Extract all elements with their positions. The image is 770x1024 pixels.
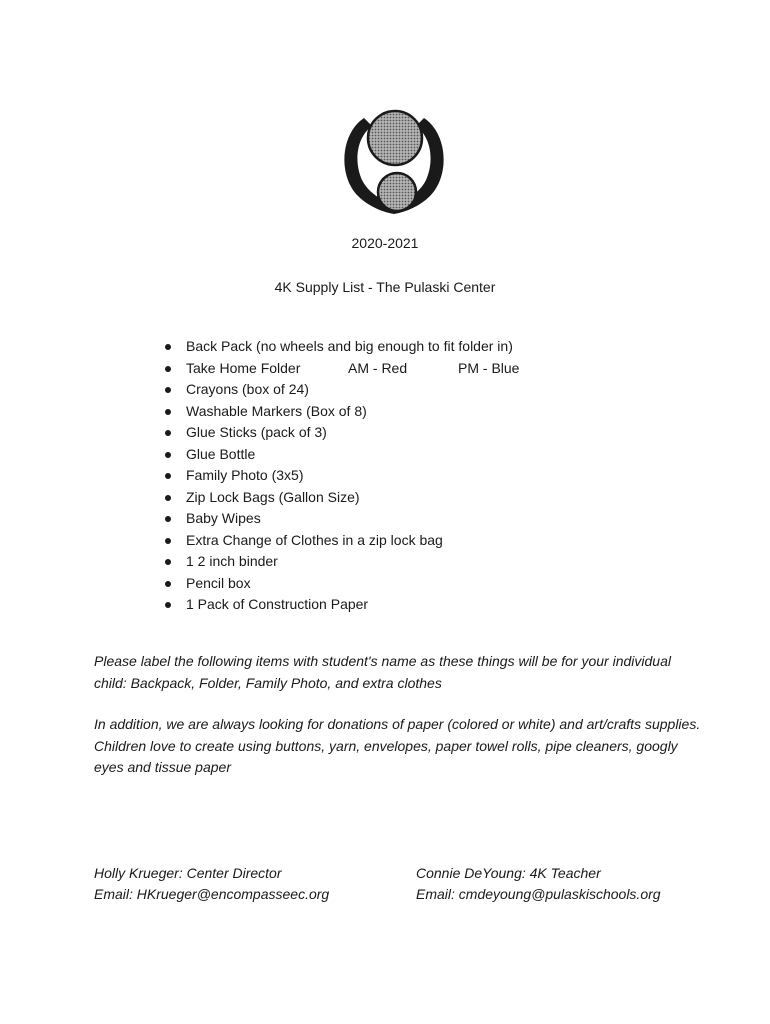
bullet-icon	[165, 538, 171, 544]
bullet-icon	[165, 452, 171, 458]
list-item: Extra Change of Clothes in a zip lock bag	[150, 530, 519, 552]
donation-request: In addition, we are always looking for donations of paper (colored or white) and art/crafts supplies. Children love to create using buttons, yarn, envelopes, paper towel rolls, pipe cleaners, googly eyes and tissue paper	[94, 716, 701, 775]
page-title: 4K Supply List - The Pulaski Center	[274, 279, 496, 295]
folder-am-color: AM - Red	[348, 359, 408, 376]
list-item: Pencil box	[150, 573, 519, 595]
list-item: Glue Sticks (pack of 3)	[150, 422, 519, 444]
list-item: Washable Markers (Box of 8)	[150, 401, 519, 423]
bullet-icon	[165, 409, 171, 415]
director-email: Email: HKrueger@encompasseec.org	[94, 886, 330, 902]
list-item: Back Pack (no wheels and big enough to fit folder in)	[150, 336, 519, 358]
list-item: Glue Bottle	[150, 444, 519, 466]
director-contact	[94, 863, 329, 905]
bullet-icon	[165, 344, 171, 350]
bullet-icon	[165, 495, 171, 501]
list-item: 1 Pack of Construction Paper	[150, 594, 519, 616]
list-item: Family Photo (3x5)	[150, 465, 519, 487]
label-instructions: Please label the following items with student's name as these things will be for your individual child: Backpack, Folder, Family Photo, and extra clothes	[94, 653, 671, 691]
bullet-icon	[165, 430, 171, 436]
list-item: Baby Wipes	[150, 508, 519, 530]
bullet-icon	[165, 581, 171, 587]
bullet-icon	[165, 473, 171, 479]
bullet-icon	[165, 602, 171, 608]
school-year: 2020-2021	[351, 235, 419, 251]
list-item: Crayons (box of 24)	[150, 379, 519, 401]
bullet-icon	[165, 387, 171, 393]
list-item: 1 2 inch binder	[150, 551, 519, 573]
list-item: Take Home Folder AM - Red PM - Blue	[150, 358, 519, 380]
teacher-name: Connie DeYoung: 4K Teacher	[416, 865, 601, 881]
folder-pm-color: PM - Blue	[458, 359, 520, 376]
pulaski-center-logo-icon	[338, 104, 450, 224]
director-name: Holly Krueger: Center Director	[94, 865, 282, 881]
teacher-contact	[416, 863, 661, 905]
bullet-icon	[165, 559, 171, 565]
supply-list	[150, 336, 519, 616]
bullet-icon	[165, 366, 171, 372]
list-item: Zip Lock Bags (Gallon Size)	[150, 487, 519, 509]
teacher-email: Email: cmdeyoung@pulaskischools.org	[416, 886, 661, 902]
bullet-icon	[165, 516, 171, 522]
